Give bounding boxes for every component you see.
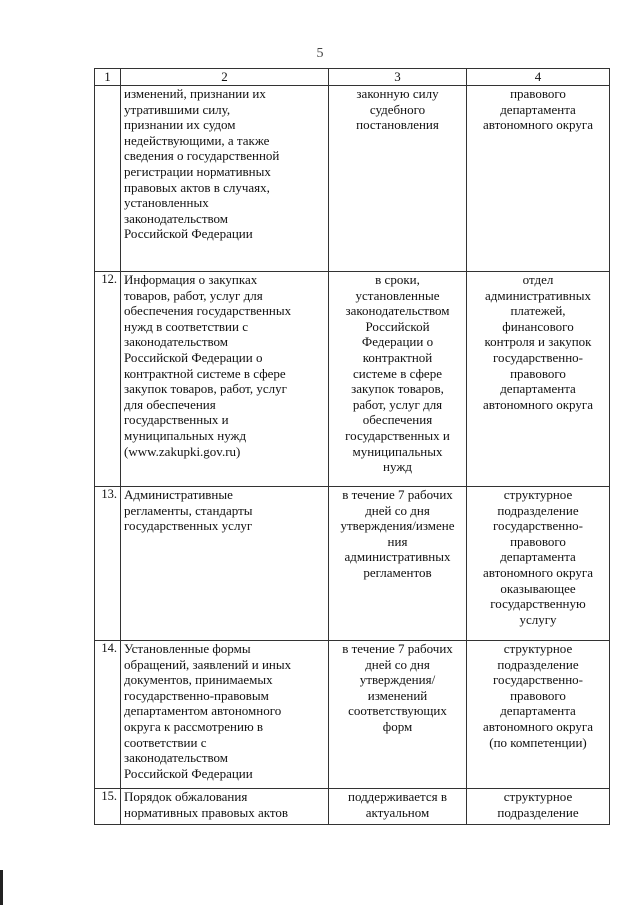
term-cell: в течение 7 рабочих дней со дня утверждения/ изменений соответствующих форм: [329, 641, 467, 789]
table-row: [95, 641, 610, 789]
responsible-cell: правового департамента автономного округа: [467, 86, 610, 272]
row-number: 12.: [95, 272, 121, 487]
column-header: 3: [329, 69, 467, 86]
table-row: [95, 487, 610, 641]
responsible-cell: отдел административных платежей, финансового контроля и закупок государственно- правового департамента автономного округа: [467, 272, 610, 487]
header-row: [95, 69, 610, 86]
responsible-cell: структурное подразделение государственно- правового департамента автономного округа оказывающее государственную услугу: [467, 487, 610, 641]
disclosure-table: [94, 68, 610, 825]
table-row: [95, 789, 610, 825]
info-cell: Установленные формы обращений, заявлений и иных документов, принимаемых государственно-правовым департаментом автономного округа к рассмотрению в соответствии с законодательством Российской Федерации: [121, 641, 329, 789]
page-number: 5: [316, 46, 324, 61]
row-number: 15.: [95, 789, 121, 825]
term-cell: в течение 7 рабочих дней со дня утверждения/измене ния административных регламентов: [329, 487, 467, 641]
responsible-cell: структурное подразделение государственно- правового департамента автономного округа (по компетенции): [467, 641, 610, 789]
column-header: 2: [121, 69, 329, 86]
column-header: 1: [95, 69, 121, 86]
row-number: 13.: [95, 487, 121, 641]
info-cell: изменений, признании их утратившими силу, признании их судом недействующими, а также сведения о государственной регистрации нормативных правовых актов в случаях, установленных законодательством Российской Федерации: [121, 86, 329, 272]
info-cell: Информация о закупках товаров, работ, услуг для обеспечения государственных нужд в соответствии с законодательством Российской Федерации о контрактной системе в сфере закупок товаров, работ, услуг для обеспечения государственных и муниципальных нужд (www.zakupki.gov.ru): [121, 272, 329, 487]
term-cell: законную силу судебного постановления: [329, 86, 467, 272]
term-cell: в сроки, установленные законодательством Российской Федерации о контрактной системе в сфере закупок товаров, работ, услуг для обеспечения государственных и муниципальных нужд: [329, 272, 467, 487]
table-row: [95, 272, 610, 487]
info-cell: Административные регламенты, стандарты государственных услуг: [121, 487, 329, 641]
info-cell: Порядок обжалования нормативных правовых актов: [121, 789, 329, 825]
responsible-cell: структурное подразделение: [467, 789, 610, 825]
term-cell: поддерживается в актуальном: [329, 789, 467, 825]
column-header: 4: [467, 69, 610, 86]
table-row: [95, 86, 610, 272]
scan-edge-mark: [0, 870, 3, 905]
row-number: [95, 86, 121, 272]
row-number: 14.: [95, 641, 121, 789]
